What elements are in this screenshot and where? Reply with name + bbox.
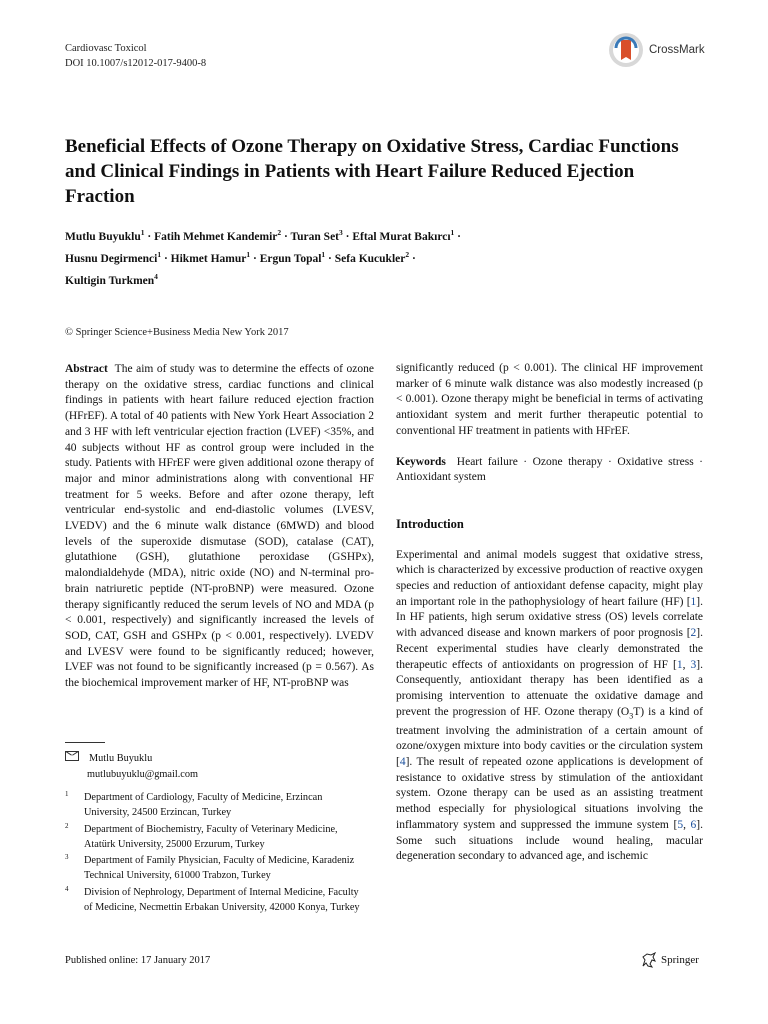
journal-header — [65, 41, 206, 71]
springer-horse-icon — [640, 952, 658, 968]
author[interactable]: Kultigin Turkmen — [65, 274, 155, 287]
abstract — [65, 362, 374, 692]
author-separator: · — [342, 230, 353, 243]
crossmark-label: CrossMark — [649, 44, 705, 56]
author[interactable]: Fatih Mehmet Kandemir — [154, 230, 278, 243]
correspondence — [65, 751, 198, 782]
intro-text: , — [683, 818, 691, 831]
journal-name: Cardiovasc Toxicol — [65, 43, 147, 54]
author-affiliation-mark: 1 — [246, 249, 251, 259]
author-affiliation-mark: 4 — [154, 271, 158, 281]
author-affiliation-mark: 1 — [450, 228, 455, 237]
author-affiliation-mark: 3 — [339, 228, 343, 237]
intro-text: T) is a kind of treatment involving the administration of a certain amount of ozone/oxygen mixture into body cavities or the circulation system [ — [396, 705, 704, 769]
intro-text: ]. Recent experimental studies have clearly demonstrated the therapeutic effects of antioxidants on progression of HF [ — [396, 627, 703, 671]
subscript: 3 — [629, 710, 634, 720]
citation-link[interactable]: 6 — [690, 818, 697, 831]
author-line — [65, 224, 705, 246]
author[interactable]: Ergun Topal — [259, 252, 322, 265]
intro-text: Experimental and animal models suggest that oxidative stress, which is characterized by excessive production of reactive oxygen species and reduction of antioxidant defense capacity, might play an important role in the pathophysiology of heart failure (HF) [ — [396, 548, 703, 608]
affiliation-number: 3 — [65, 853, 69, 861]
affiliation-number: 1 — [65, 790, 69, 798]
author[interactable]: Eftal Murat Bakırcı — [352, 230, 451, 243]
intro-text: ]. Consequently, antioxidant therapy has been identified as a promising intervention to attenuate the oxidative damage and prevent the progression of HF. Ozone therapy (O — [396, 658, 703, 718]
author-affiliation-mark: 1 — [321, 249, 326, 259]
affiliation-text: Department of Family Physician, Faculty of Medicine, Karadeniz Technical University, 61000 Trabzon, Turkey — [84, 855, 355, 881]
author[interactable]: Turan Set — [290, 230, 339, 243]
affiliation-text: Department of Cardiology, Faculty of Medicine, Erzincan University, 24500 Erzincan, Turkey — [84, 792, 323, 818]
affiliation — [65, 790, 365, 820]
abstract-label: Abstract — [65, 363, 108, 375]
intro-text: ]. The result of repeated ozone applications is development of resistance to oxidative stress by stimulation of the antioxidant system. Ozone therapy can be used as an assisting treatment method especially for physiological situations involving the inflammatory system and suppressed the immune system [ — [396, 756, 703, 831]
crossmark-icon — [608, 32, 644, 68]
keywords-label: Keywords — [396, 455, 446, 468]
publisher-logo — [640, 952, 699, 968]
envelope-icon — [65, 751, 79, 761]
abstract-text: The aim of study was to determine the effects of ozone therapy on the oxidative stress, cardiac functions and clinical findings in patients with heart failure reduced ejection fraction (HFrEF). A total of 40 patients with New York Heart Association 2 and 3 HF with left ventricular ejection fraction (LVEF) <35%, and 40 subjects without HF as control group were included in the study. Patients with HFrEF were given additional ozone therapy of major and minor administrations along with conventional HF treatment for 5 weeks. Before and after ozone therapy, left ventricular end-systolic and end-diastolic volumes (LVESV, LVEDV) and the 6 minute walk distance (6MWD) and blood levels of the superoxide dismutase (SOD), catalase (CAT), glutathione (GSH), glutathione peroxidase (GSHPx), malondialdehyde (MDA), nitric oxide (NO) and N-terminal pro-brain natriuretic peptide (NT-proBNP) were measured. Ozone therapy significantly reduced the serum levels of NO and MDA (p < 0.001, respectively) and significantly increased the levels of SOD, CAT, GSH and GSHPx (p < 0.001, respectively). LVEDV and LVESV were found to be significantly reduced; however, LVEF was not found to be significantly increased (p = 0.567). As the biochemical improvement marker of HF, NT-proBNP was — [65, 363, 375, 690]
paper-title: Beneficial Effects of Ozone Therapy on Oxidative Stress, Cardiac Functions and Clinical Findings in Patients with Heart Failure Reduced Ejection Fraction — [65, 136, 679, 207]
footnote-divider — [65, 742, 105, 743]
author-separator: · — [144, 230, 155, 243]
right-column — [396, 361, 703, 865]
intro-text: ]. In HF patients, high serum oxidative stress (OS) levels correlate with advanced disease and known markers of poor prognosis [ — [396, 595, 703, 640]
abstract-continued: significantly reduced (p < 0.001). The clinical HF improvement marker of 6 minute walk distance was also modestly increased (p < 0.001). Ozone therapy might be beneficial in terms of activating antioxidant system and merit further therapeutic potential to conventional HF treatment in patients with HFrEF. — [396, 362, 703, 437]
affiliation-text: Division of Nephrology, Department of Internal Medicine, Faculty of Medicine, Necmettin Erbakan University, 42000 Konya, Turkey — [84, 887, 360, 913]
crossmark-badge[interactable] — [608, 32, 705, 68]
author-separator: · — [161, 252, 171, 265]
citation-link[interactable]: 2 — [690, 627, 697, 640]
publisher-name: Springer — [661, 954, 699, 966]
author-affiliation-mark: 2 — [405, 249, 410, 259]
doi[interactable]: DOI 10.1007/s12012-017-9400-8 — [65, 58, 207, 69]
author-separator: · — [409, 252, 416, 265]
author[interactable]: Sefa Kucukler — [334, 252, 406, 265]
author-separator: · — [250, 252, 260, 265]
citation-link[interactable]: 1 — [676, 658, 683, 671]
introduction-heading: Introduction — [396, 516, 464, 531]
corresponding-email[interactable]: mutlubuyuklu@gmail.com — [87, 768, 199, 780]
corresponding-author: Mutlu Buyuklu — [89, 753, 153, 764]
author-line — [65, 246, 705, 268]
citation-link[interactable]: 3 — [690, 658, 697, 671]
affiliation — [65, 822, 365, 852]
intro-text: ]. Some such situations include wound healing, macular degeneration secondary to advanced age, and ischemic — [396, 818, 704, 863]
author-affiliation-mark: 1 — [157, 249, 162, 259]
affiliation-number: 4 — [65, 885, 69, 893]
affiliation — [65, 885, 365, 915]
author[interactable]: Mutlu Buyuklu — [65, 230, 141, 243]
keywords-text: Heart failure · Ozone therapy · Oxidative stress · Antioxidant system — [396, 455, 704, 484]
introduction-paragraph — [396, 548, 703, 865]
keywords — [396, 455, 703, 486]
copyright-notice: © Springer Science+Business Media New York 2017 — [65, 327, 289, 338]
author-separator: · — [325, 252, 335, 265]
author-line — [65, 268, 705, 290]
author-separator: · — [454, 230, 461, 243]
author-affiliation-mark: 1 — [140, 228, 145, 237]
affiliation-text: Department of Biochemistry, Faculty of Veterinary Medicine, Atatürk University, 25000 Erzurum, Turkey — [84, 824, 338, 850]
author-separator: · — [281, 230, 291, 243]
published-date: Published online: 17 January 2017 — [65, 955, 211, 966]
author[interactable]: Husnu Degirmenci — [65, 252, 158, 265]
citation-link[interactable]: 4 — [399, 756, 406, 769]
citation-link[interactable]: 1 — [690, 595, 697, 608]
intro-text: , — [682, 658, 691, 671]
affiliation-number: 2 — [65, 822, 69, 830]
affiliation — [65, 853, 365, 883]
author-list — [65, 224, 705, 289]
author[interactable]: Hikmet Hamur — [170, 252, 247, 265]
author-affiliation-mark: 2 — [277, 228, 282, 237]
citation-link[interactable]: 5 — [677, 818, 684, 831]
